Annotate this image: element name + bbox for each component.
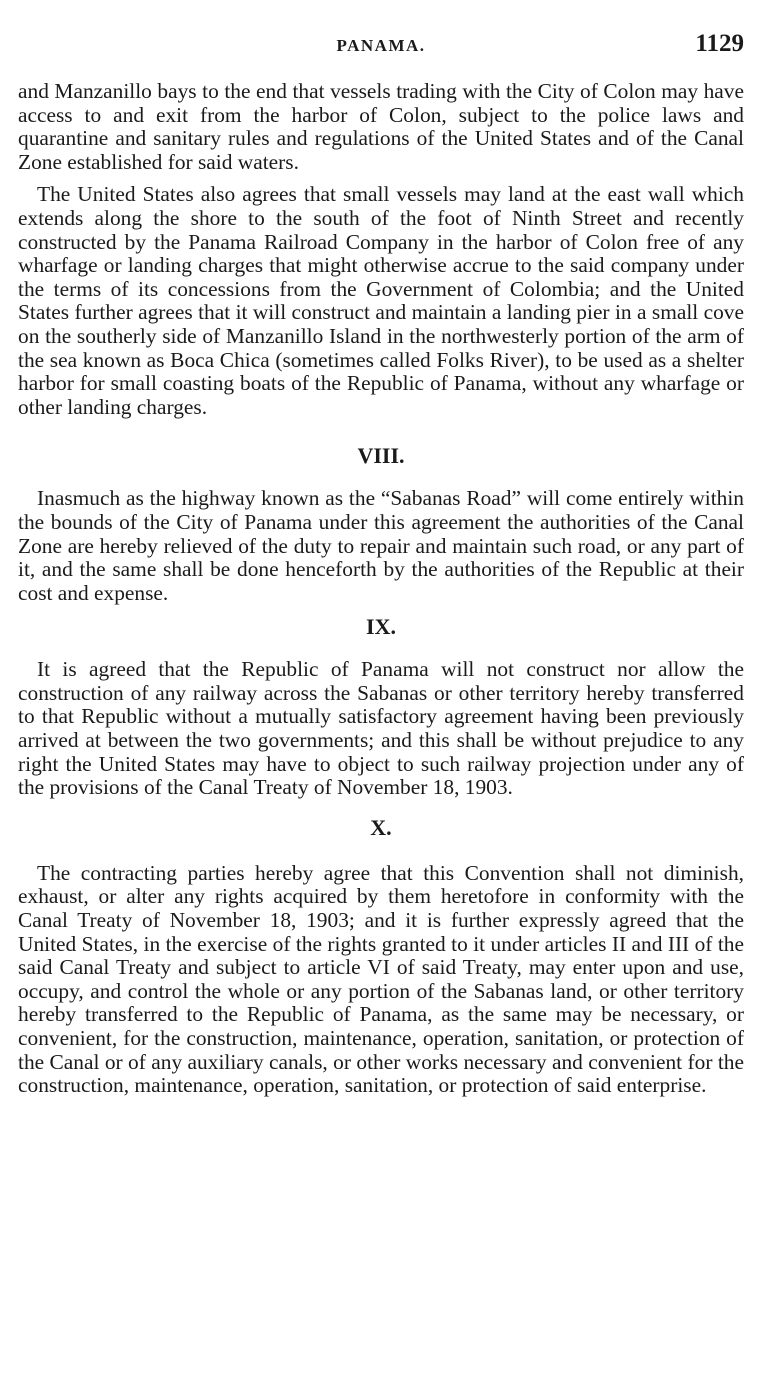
page-number: 1129 (695, 30, 744, 57)
section-heading-ix: IX. (366, 614, 396, 640)
section-text-viii: Inasmuch as the highway known as the “Sabanas Road” will come entirely within the bounds of the City of Panama under this agreement the authorities of the Canal Zone are hereby relieved of the duty to repair and maintain such road, or any part of it, and the same shall be done henceforth by the authorities of the Republic at their cost and expense. (18, 486, 744, 605)
section-text-ix: It is agreed that the Republic of Panama will not construct nor allow the construction of any railway across the Sabanas or other territory hereby transferred to that Republic without a mutually satisfactory agreement having been previously arrived at between the two governments; and this shall be without prejudice to any right the United States may have to object to such railway projection under any of the provisions of the Canal Treaty of November 18, 1903. (18, 657, 744, 800)
page-header (18, 30, 744, 70)
section-text-x: The contracting parties hereby agree that this Convention shall not diminish, exhaust, or alter any rights acquired by them heretofore in conformity with the Canal Treaty of November 18, 1903; and it is further expressly agreed that the United States, in the exercise of the rights granted to it under articles II and III of the said Canal Treaty and subject to article VI of said Treaty, may enter upon and use, occupy, and control the whole or any portion of the Sabanas land, or other territory hereby transferred to the Republic of Panama, as the same may be necessary, or convenient, for the construction, maintenance, operation, sanitation, or protection of the Canal or of any auxiliary canals, or other works necessary and convenient for the construction, maintenance, operation, sanitation, or protection of said enterprise. (18, 860, 744, 1098)
section-heading-x: X. (370, 814, 392, 840)
paragraph-continuation: and Manzanillo bays to the end that vessels trading with the City of Colon may have access to and exit from the harbor of Colon, subject to the police laws and quarantine and sanitary rules and regulations of the United States and of the Canal Zone established for said waters. (18, 79, 744, 174)
paragraph-east-wall: The United States also agrees that small vessels may land at the east wall which extends along the shore to the south of the foot of Ninth Street and recently constructed by the Panama Railroad Company in the harbor of Colon free of any wharfage or landing charges that might otherwise accrue to the said company under the terms of its concessions from the Government of Colombia; and the United States further agrees that it will construct and maintain a landing pier in a small cove on the southerly side of Manzanillo Island in the northwesterly portion of the arm of the sea known as Boca Chica (sometimes called Folks River), to be used as a shelter harbor for small coasting boats of the Republic of Panama, without any wharfage or other landing charges. (18, 182, 744, 419)
document-page (18, 30, 744, 1098)
section-heading-viii: VIII. (357, 443, 405, 469)
running-title: PANAMA. (336, 36, 426, 55)
